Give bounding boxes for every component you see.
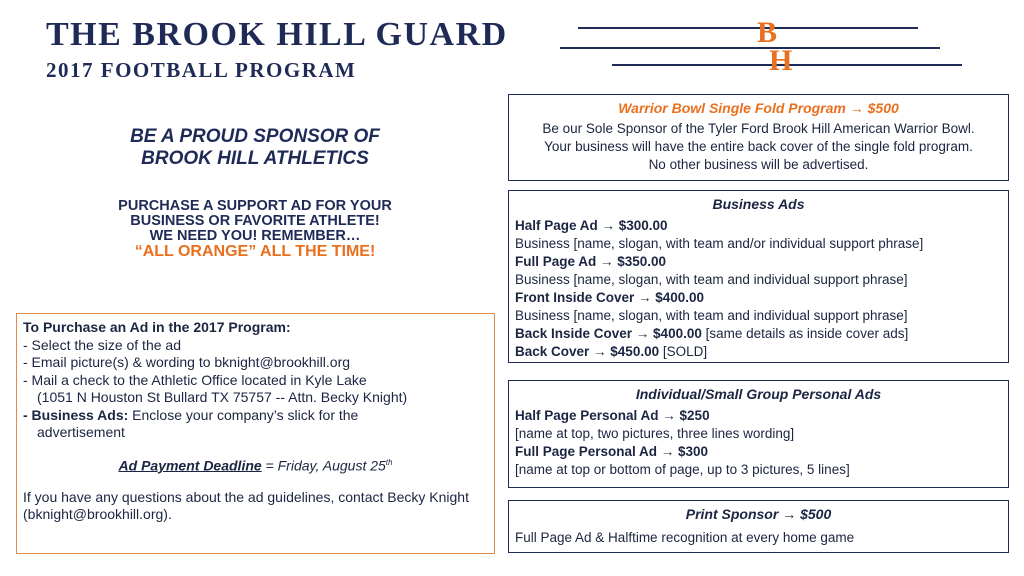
ad-option-title: Front Inside Cover → $400.00 bbox=[515, 290, 705, 305]
warrior-bowl-line: Your business will have the entire back cover of the single fold program. bbox=[544, 139, 973, 154]
ad-option-desc: [same details as inside cover ads] bbox=[701, 326, 909, 341]
print-sponsor-heading: Print Sponsor → $500 bbox=[685, 506, 832, 522]
ad-option-row bbox=[515, 325, 1002, 343]
purchase-heading: To Purchase an Ad in the 2017 Program: bbox=[23, 319, 291, 335]
list-item-continued: (1051 N Houston St Bullard TX 75757 -- Attn. Becky Knight) bbox=[37, 389, 408, 405]
support-pitch bbox=[40, 199, 470, 259]
deadline-date: = Friday, August 25 bbox=[261, 457, 386, 474]
deadline-suffix: th bbox=[385, 457, 393, 467]
business-ads-heading: Business Ads bbox=[712, 196, 805, 212]
list-item bbox=[23, 407, 488, 425]
ad-option-title: Back Inside Cover → $400.00 bbox=[515, 326, 702, 341]
slogan: “ALL ORANGE” ALL THE TIME! bbox=[134, 243, 376, 260]
sponsor-line: BROOK HILL ATHLETICS bbox=[141, 148, 369, 169]
business-ads-box bbox=[508, 190, 1009, 363]
bh-logo bbox=[755, 14, 801, 74]
pitch-line: BUSINESS OR FAVORITE ATHLETE! bbox=[130, 213, 380, 229]
svg-text:B: B bbox=[757, 16, 778, 49]
list-item: - Email picture(s) & wording to bknight@brookhill.org bbox=[23, 354, 351, 370]
header-rule bbox=[560, 47, 940, 49]
business-ads-text: Enclose your company’s slick for the bbox=[128, 406, 359, 423]
pitch-line: PURCHASE A SUPPORT AD FOR YOUR bbox=[118, 198, 392, 214]
personal-ads-box bbox=[508, 380, 1009, 488]
warrior-bowl-heading: Warrior Bowl Single Fold Program → $500 bbox=[618, 100, 899, 116]
ad-option-desc: Business [name, slogan, with team and/or individual support phrase] bbox=[515, 236, 924, 251]
page-title: THE BROOK HILL GUARD bbox=[46, 16, 508, 53]
sponsor-line: BE A PROUD SPONSOR OF bbox=[130, 126, 380, 147]
print-sponsor-line: Full Page Ad & Halftime recognition at every home game bbox=[515, 530, 855, 545]
ad-option-row bbox=[515, 343, 1002, 361]
ad-option-title: Half Page Ad → $300.00 bbox=[515, 218, 668, 233]
business-ads-label: - Business Ads: bbox=[23, 406, 129, 423]
ad-option-title: Back Cover → $450.00 bbox=[515, 344, 660, 359]
print-sponsor-box bbox=[508, 500, 1009, 553]
page-subtitle: 2017 FOOTBALL PROGRAM bbox=[46, 58, 357, 82]
ad-option-title: Full Page Personal Ad → $300 bbox=[515, 444, 709, 459]
svg-text:H: H bbox=[769, 44, 793, 74]
deadline-label: Ad Payment Deadline bbox=[118, 457, 262, 474]
ad-option-title: Half Page Personal Ad → $250 bbox=[515, 408, 710, 423]
purchase-instructions-box bbox=[16, 313, 495, 554]
ad-option-desc: Business [name, slogan, with team and individual support phrase] bbox=[515, 308, 908, 323]
ad-option-desc: [name at top or bottom of page, up to 3 pictures, 5 lines] bbox=[515, 462, 850, 477]
ad-option-desc: [SOLD] bbox=[659, 344, 708, 359]
header-rule bbox=[578, 27, 918, 29]
warrior-bowl-box bbox=[508, 94, 1009, 181]
list-item-continued: advertisement bbox=[37, 424, 125, 440]
warrior-bowl-line: Be our Sole Sponsor of the Tyler Ford Brook Hill American Warrior Bowl. bbox=[542, 121, 975, 136]
pitch-line: WE NEED YOU! REMEMBER… bbox=[149, 228, 361, 244]
list-item: - Select the size of the ad bbox=[23, 336, 181, 353]
payment-deadline bbox=[23, 454, 488, 475]
sponsor-heading bbox=[40, 126, 470, 170]
personal-ads-heading: Individual/Small Group Personal Ads bbox=[635, 386, 882, 402]
ad-option-desc: Business [name, slogan, with team and individual support phrase] bbox=[515, 272, 908, 287]
ad-option-desc: [name at top, two pictures, three lines wording] bbox=[515, 426, 795, 441]
ad-option-title: Full Page Ad → $350.00 bbox=[515, 254, 667, 269]
warrior-bowl-line: No other business will be advertised. bbox=[648, 157, 869, 172]
contact-note: If you have any questions about the ad guidelines, contact Becky Knight (bknight@brookhill.org). bbox=[23, 488, 469, 523]
list-item: - Mail a check to the Athletic Office located in Kyle Lake bbox=[23, 371, 367, 388]
